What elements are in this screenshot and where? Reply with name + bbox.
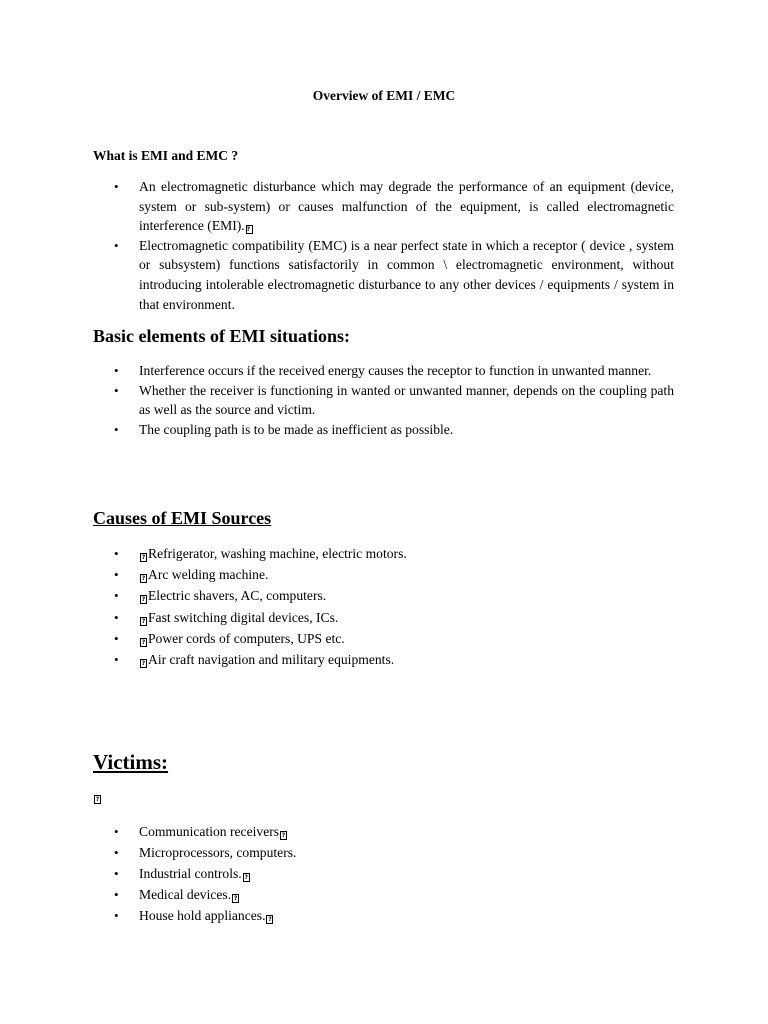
missing-glyph-icon: ? [141, 660, 146, 668]
list-item-text: Arc welding machine. [148, 567, 269, 583]
list-item [0, 420, 674, 440]
list-item-text: Interference occurs if the received energy causes the receptor to function in unwanted manner. [139, 363, 652, 378]
missing-glyph-icon: ? [95, 796, 100, 803]
list-item [0, 564, 674, 585]
list-item-text: Fast switching digital devices, ICs. [148, 609, 339, 625]
bullet-icon: • [114, 609, 119, 625]
list-item-text: Medical devices. [139, 887, 232, 902]
bullet-icon: • [114, 363, 119, 378]
section-heading-what-is-emi-emc: What is EMI and EMC ? [93, 148, 239, 163]
missing-glyph-icon: ? [141, 617, 146, 625]
list-item-text: Whether the receiver is functioning in wanted or unwanted manner, depends on the coupling path as well as the source and victim. [139, 382, 674, 418]
list-item-text: Microprocessors, computers. [139, 845, 297, 860]
list-item [0, 628, 674, 649]
list-item [0, 585, 674, 606]
list-item-text: Electromagnetic compatibility (EMC) is a near perfect state in which a receptor ( device , system or subsystem) functions satisfactorily in common \ electromagnetic environment, without introducing intolerable electromagnetic disturbance to any other devices / equipments / system in that environment. [139, 237, 674, 312]
list-item [0, 821, 674, 842]
bullet-icon: • [114, 588, 119, 604]
bullet-icon: • [114, 421, 119, 437]
list-item [0, 177, 674, 236]
bullet-icon: • [114, 382, 119, 398]
list-item [0, 543, 674, 564]
bullet-icon: • [114, 546, 119, 561]
bullet-icon: • [114, 652, 119, 668]
list-item-text: Electric shavers, AC, computers. [148, 588, 327, 604]
bullet-icon: • [114, 908, 119, 923]
list-item [0, 863, 674, 884]
basic-elements-list [0, 361, 674, 439]
list-item-text: Communication receivers [139, 824, 280, 839]
missing-glyph-icon: ? [233, 895, 238, 902]
list-item [0, 607, 674, 628]
bullet-icon: • [114, 237, 119, 253]
missing-glyph-icon: ? [141, 575, 146, 583]
missing-glyph-icon: ? [268, 916, 272, 923]
section-heading-causes-of-emi: Causes of EMI Sources [93, 508, 272, 528]
bullet-icon: • [114, 630, 119, 646]
list-item-text: Power cords of computers, UPS etc. [148, 630, 345, 646]
list-item [0, 236, 674, 314]
list-item [0, 905, 674, 926]
emi-sources-list [0, 543, 674, 670]
list-item-text: Air craft navigation and military equipments. [148, 652, 395, 668]
missing-glyph-icon: ? [281, 832, 286, 839]
section-heading-basic-elements: Basic elements of EMI situations: [93, 326, 350, 346]
list-item [0, 649, 674, 670]
missing-glyph-icon: ? [244, 874, 248, 881]
victims-list [0, 821, 674, 926]
list-item-text: The coupling path is to be made as inefficient as possible. [139, 421, 454, 437]
list-item [0, 884, 674, 905]
list-item [0, 361, 674, 381]
bullet-icon: • [114, 887, 119, 902]
list-item [0, 381, 674, 420]
bullet-icon: • [114, 179, 119, 194]
missing-glyph-icon: ? [141, 596, 146, 604]
bullet-icon: • [114, 824, 119, 839]
list-item-text: Industrial controls. [139, 866, 242, 881]
page-title: Overview of EMI / EMC [312, 88, 456, 103]
bullet-icon: • [114, 845, 119, 860]
missing-glyph-icon: ? [246, 225, 253, 234]
missing-glyph-icon: ? [141, 638, 146, 646]
missing-glyph-icon: ? [141, 554, 146, 561]
emi-emc-definition-list [0, 177, 674, 314]
list-item-text: House hold appliances. [139, 908, 266, 923]
bullet-icon: • [114, 866, 119, 881]
list-item-text: An electromagnetic disturbance which may degrade the performance of an equipment (device, system or sub-system) or causes malfunction of the equipment, is called electromagnetic interference (EMI). [139, 179, 674, 234]
list-item [0, 842, 674, 863]
bullet-icon: • [114, 567, 119, 583]
list-item-text: Refrigerator, washing machine, electric motors. [148, 546, 407, 561]
section-heading-victims: Victims: [93, 750, 169, 774]
